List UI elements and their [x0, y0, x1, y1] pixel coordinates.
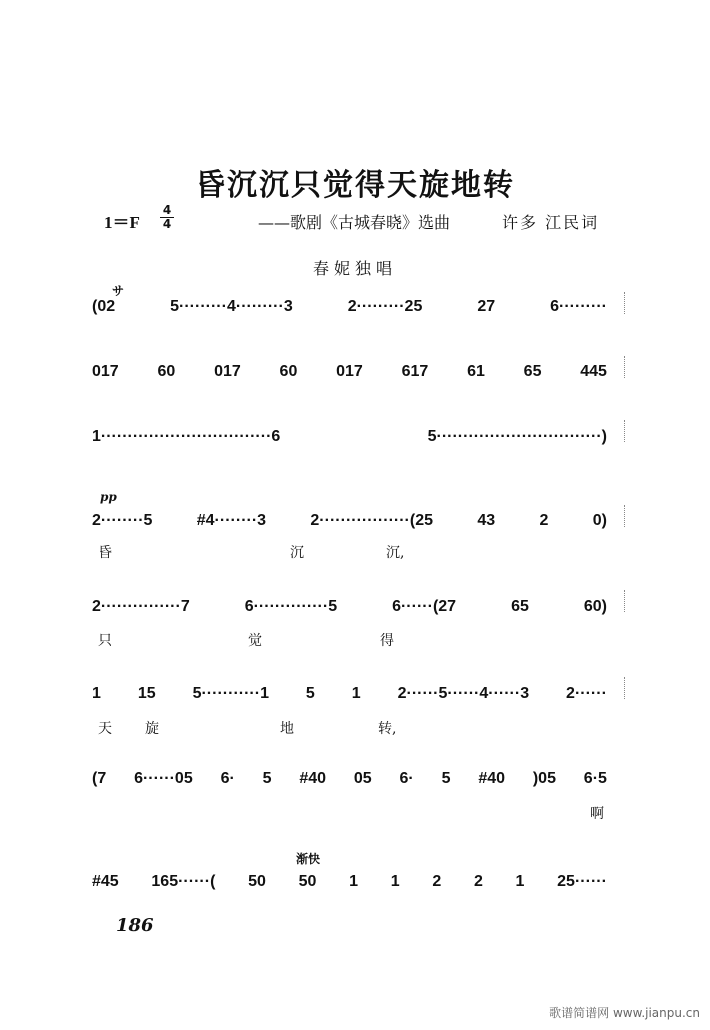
opera-source: ——歌剧《古城春晓》选曲	[258, 213, 451, 232]
note-group: 6······(27	[392, 598, 457, 615]
note-group: 017	[336, 363, 363, 380]
note-group: 2······5······4······3	[397, 685, 530, 702]
song-title: 昏沉沉只觉得天旋地转	[195, 168, 515, 203]
note-group: (7	[92, 770, 107, 787]
note-group: 2	[539, 512, 549, 529]
note-group: 2······	[566, 685, 607, 702]
note-group: 60)	[583, 598, 607, 615]
page-number: 186	[116, 915, 154, 936]
lyric: 只	[98, 633, 112, 649]
note-group: 2	[432, 873, 442, 890]
music-line-6	[92, 685, 607, 703]
note-group: 61	[467, 363, 485, 380]
note-group: #4········3	[196, 512, 267, 529]
note-group: 65	[511, 598, 529, 615]
note-group: )05	[532, 770, 556, 787]
note-group: 1································6	[92, 428, 281, 445]
time-signature	[160, 205, 174, 230]
music-line-7	[92, 770, 607, 788]
lyric: 沉	[290, 545, 304, 561]
lyric: 天	[98, 721, 112, 737]
barline	[624, 356, 625, 378]
note-group: 6·5	[583, 770, 607, 787]
note-group: #40	[478, 770, 506, 787]
note-group: 1	[349, 873, 359, 890]
note-group: 1	[390, 873, 400, 890]
lyric: 得	[380, 633, 394, 649]
music-line-2	[92, 363, 607, 381]
note-group: 1	[351, 685, 361, 702]
note-group: 617	[401, 363, 429, 380]
note-group: 2·········25	[347, 298, 423, 315]
time-signature-top: 4	[162, 203, 172, 217]
music-line-8	[92, 873, 607, 891]
note-group: 445	[580, 363, 607, 380]
note-group: 60	[279, 363, 298, 380]
tempo-accelerando: 渐快	[296, 852, 321, 866]
lyric: 昏	[98, 545, 112, 561]
note-group: 2········5	[92, 512, 153, 529]
barline	[624, 505, 625, 527]
note-group: 5	[441, 770, 451, 787]
note-group: 27	[477, 298, 496, 315]
note-group: 5·········4·········3	[170, 298, 293, 315]
note-group: 5···········1	[192, 685, 269, 702]
note-group: #40	[299, 770, 327, 787]
barline	[624, 292, 625, 314]
lyric: 旋	[145, 721, 159, 737]
barline	[624, 590, 625, 612]
lyric: 转,	[378, 721, 397, 737]
note-group: 017	[92, 363, 119, 380]
note-group: 2·················(25	[310, 512, 434, 529]
note-group: 6·	[399, 770, 414, 787]
note-group: 6·	[220, 770, 235, 787]
note-group: 017	[214, 363, 241, 380]
dynamic-pp: pp	[100, 490, 117, 504]
free-tempo-mark: サ	[112, 284, 125, 298]
note-group: 50	[248, 873, 266, 890]
singer-label: 春妮独唱	[312, 259, 397, 278]
lyric: 觉	[248, 633, 262, 649]
note-group: 5	[305, 685, 315, 702]
music-line-5	[92, 598, 607, 616]
note-group: 60	[157, 363, 176, 380]
music-line-1	[92, 298, 607, 316]
note-group: 6······05	[134, 770, 193, 787]
note-group: 50	[298, 873, 317, 890]
note-group: 165······(	[151, 873, 216, 890]
note-group: 0)	[592, 512, 607, 529]
note-group: 1	[515, 873, 525, 890]
key-signature: 1＝F	[104, 213, 140, 232]
time-signature-bottom: 4	[162, 217, 172, 231]
note-group: 43	[477, 512, 496, 529]
note-group: 1	[92, 685, 101, 702]
note-group: 2···············7	[92, 598, 190, 615]
lyricist: 许多 江民词	[502, 213, 600, 232]
lyric: 沉,	[386, 545, 405, 561]
note-group: 25······	[557, 873, 607, 890]
note-group: 15	[137, 685, 156, 702]
note-group: #45	[92, 873, 119, 890]
barline	[624, 677, 625, 699]
lyric: 地	[280, 721, 294, 737]
note-group: 6·········	[550, 298, 607, 315]
music-line-3	[92, 428, 607, 446]
note-group: 6··············5	[244, 598, 338, 615]
music-line-4	[92, 512, 607, 530]
note-group: 65	[523, 363, 542, 380]
lyric: 啊	[590, 806, 604, 822]
note-group: 5	[262, 770, 272, 787]
note-group: 2	[473, 873, 483, 890]
note-group: 05	[353, 770, 372, 787]
barline	[624, 420, 625, 442]
note-group: (02	[92, 298, 116, 315]
note-group: 5·······························)	[427, 428, 607, 445]
watermark: 歌谱简谱网 www.jianpu.cn	[549, 1006, 700, 1020]
